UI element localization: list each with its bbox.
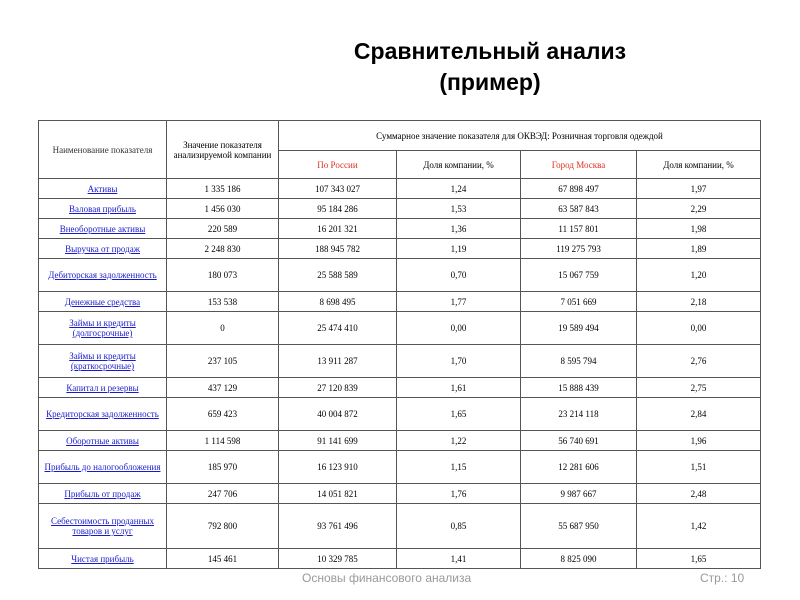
indicator-link[interactable]: Денежные средства	[64, 296, 141, 307]
share-russia-cell: 0,00	[397, 312, 521, 345]
russia-total-cell: 16 123 910	[279, 451, 397, 484]
company-value-cell: 220 589	[167, 219, 279, 239]
indicator-name-cell	[39, 292, 167, 312]
table-row	[39, 239, 761, 259]
indicator-link[interactable]: Займы и кредиты (краткосрочные)	[69, 351, 136, 371]
company-value-cell: 247 706	[167, 484, 279, 504]
table-row	[39, 179, 761, 199]
share-moscow-cell: 1,20	[637, 259, 761, 292]
indicator-name-cell	[39, 259, 167, 292]
footer-page-number: Стр.: 10	[700, 571, 745, 585]
moscow-total-cell: 55 687 950	[521, 504, 637, 549]
share-russia-cell: 1,53	[397, 199, 521, 219]
header-indicator-name: Наименование показателя	[39, 121, 167, 179]
header-share-russia: Доля компании, %	[397, 151, 521, 179]
indicator-name-cell	[39, 345, 167, 378]
russia-total-cell: 10 329 785	[279, 549, 397, 569]
comparison-table	[38, 120, 761, 569]
russia-total-cell: 25 474 410	[279, 312, 397, 345]
company-value-cell: 0	[167, 312, 279, 345]
share-moscow-cell: 1,97	[637, 179, 761, 199]
share-moscow-cell: 1,42	[637, 504, 761, 549]
indicator-link[interactable]: Прибыль от продаж	[64, 488, 141, 499]
company-value-cell: 145 461	[167, 549, 279, 569]
moscow-total-cell: 9 987 667	[521, 484, 637, 504]
company-value-cell: 1 114 598	[167, 431, 279, 451]
share-russia-cell: 1,70	[397, 345, 521, 378]
indicator-link[interactable]: Дебиторская задолженность	[48, 270, 157, 280]
share-russia-cell: 0,85	[397, 504, 521, 549]
russia-total-cell: 40 004 872	[279, 398, 397, 431]
indicator-link[interactable]: Внеоборотные активы	[59, 223, 146, 234]
table-row	[39, 431, 761, 451]
indicator-link[interactable]: Оборотные активы	[66, 435, 139, 446]
moscow-total-cell: 8 595 794	[521, 345, 637, 378]
russia-total-cell: 14 051 821	[279, 484, 397, 504]
share-moscow-cell: 2,48	[637, 484, 761, 504]
moscow-total-cell: 11 157 801	[521, 219, 637, 239]
indicator-name-cell	[39, 431, 167, 451]
share-russia-cell: 1,36	[397, 219, 521, 239]
indicator-link[interactable]: Займы и кредиты (долгосрочные)	[69, 318, 136, 338]
company-value-cell: 1 456 030	[167, 199, 279, 219]
header-company-value: Значение показателя анализируемой компании	[167, 121, 279, 179]
share-russia-cell: 0,70	[397, 259, 521, 292]
indicator-link[interactable]: Кредиторская задолженность	[46, 409, 159, 419]
russia-total-cell: 27 120 839	[279, 378, 397, 398]
indicator-name-cell	[39, 239, 167, 259]
russia-total-cell: 13 911 287	[279, 345, 397, 378]
company-value-cell: 1 335 186	[167, 179, 279, 199]
russia-total-cell: 8 698 495	[279, 292, 397, 312]
russia-total-cell: 95 184 286	[279, 199, 397, 219]
indicator-name-cell	[39, 484, 167, 504]
indicator-name-cell	[39, 398, 167, 431]
company-value-cell: 153 538	[167, 292, 279, 312]
table-row	[39, 199, 761, 219]
table-row	[39, 484, 761, 504]
share-moscow-cell: 1,89	[637, 239, 761, 259]
company-value-cell: 792 800	[167, 504, 279, 549]
share-russia-cell: 1,61	[397, 378, 521, 398]
indicator-link[interactable]: Капитал и резервы	[66, 382, 139, 393]
share-russia-cell: 1,15	[397, 451, 521, 484]
moscow-total-cell: 23 214 118	[521, 398, 637, 431]
moscow-total-cell: 63 587 843	[521, 199, 637, 219]
indicator-name-cell	[39, 378, 167, 398]
indicator-link[interactable]: Себестоимость проданных товаров и услуг	[51, 516, 154, 536]
share-moscow-cell: 2,18	[637, 292, 761, 312]
company-value-cell: 659 423	[167, 398, 279, 431]
table-row	[39, 378, 761, 398]
company-value-cell: 180 073	[167, 259, 279, 292]
header-share-moscow: Доля компании, %	[637, 151, 761, 179]
moscow-total-cell: 12 281 606	[521, 451, 637, 484]
indicator-link[interactable]: Прибыль до налогообложения	[44, 462, 161, 472]
table-row	[39, 451, 761, 484]
indicator-link[interactable]: Активы	[87, 183, 118, 194]
share-russia-cell: 1,19	[397, 239, 521, 259]
header-moscow: Город Москва	[521, 151, 637, 179]
slide-title-line1: Сравнительный анализ	[353, 38, 627, 64]
share-moscow-cell: 2,76	[637, 345, 761, 378]
indicator-link[interactable]: Чистая прибыль	[71, 553, 134, 564]
table-row	[39, 398, 761, 431]
indicator-name-cell	[39, 549, 167, 569]
share-moscow-cell: 2,75	[637, 378, 761, 398]
table-row	[39, 219, 761, 239]
table-row	[39, 504, 761, 549]
indicator-name-cell	[39, 504, 167, 549]
share-russia-cell: 1,41	[397, 549, 521, 569]
russia-total-cell: 93 761 496	[279, 504, 397, 549]
moscow-total-cell: 15 888 439	[521, 378, 637, 398]
russia-total-cell: 91 141 699	[279, 431, 397, 451]
slide-title-line2: (пример)	[439, 69, 541, 95]
indicator-name-cell	[39, 199, 167, 219]
share-russia-cell: 1,22	[397, 431, 521, 451]
share-russia-cell: 1,77	[397, 292, 521, 312]
share-moscow-cell: 1,96	[637, 431, 761, 451]
moscow-total-cell: 119 275 793	[521, 239, 637, 259]
table-row	[39, 345, 761, 378]
share-moscow-cell: 1,51	[637, 451, 761, 484]
company-value-cell: 2 248 830	[167, 239, 279, 259]
moscow-total-cell: 15 067 759	[521, 259, 637, 292]
share-russia-cell: 1,76	[397, 484, 521, 504]
moscow-total-cell: 67 898 497	[521, 179, 637, 199]
russia-total-cell: 16 201 321	[279, 219, 397, 239]
table-row	[39, 292, 761, 312]
table-body	[39, 179, 761, 569]
footer-course-title: Основы финансового анализа	[302, 571, 472, 585]
indicator-link[interactable]: Валовая прибыль	[69, 203, 136, 214]
moscow-total-cell: 7 051 669	[521, 292, 637, 312]
table-row	[39, 549, 761, 569]
russia-total-cell: 107 343 027	[279, 179, 397, 199]
indicator-name-cell	[39, 312, 167, 345]
slide-title	[330, 36, 650, 98]
table-row	[39, 312, 761, 345]
indicator-name-cell	[39, 179, 167, 199]
moscow-total-cell: 19 589 494	[521, 312, 637, 345]
share-moscow-cell: 2,29	[637, 199, 761, 219]
share-moscow-cell: 0,00	[637, 312, 761, 345]
share-moscow-cell: 2,84	[637, 398, 761, 431]
moscow-total-cell: 56 740 691	[521, 431, 637, 451]
russia-total-cell: 25 588 589	[279, 259, 397, 292]
indicator-name-cell	[39, 219, 167, 239]
share-moscow-cell: 1,65	[637, 549, 761, 569]
company-value-cell: 185 970	[167, 451, 279, 484]
indicator-link[interactable]: Выручка от продаж	[65, 243, 140, 254]
moscow-total-cell: 8 825 090	[521, 549, 637, 569]
company-value-cell: 237 105	[167, 345, 279, 378]
share-moscow-cell: 1,98	[637, 219, 761, 239]
share-russia-cell: 1,65	[397, 398, 521, 431]
share-russia-cell: 1,24	[397, 179, 521, 199]
header-industry-total: Суммарное значение показателя для ОКВЭД: Розничная торговля одеждой	[279, 121, 761, 151]
header-russia: По России	[279, 151, 397, 179]
company-value-cell: 437 129	[167, 378, 279, 398]
table-row	[39, 259, 761, 292]
indicator-name-cell	[39, 451, 167, 484]
russia-total-cell: 188 945 782	[279, 239, 397, 259]
